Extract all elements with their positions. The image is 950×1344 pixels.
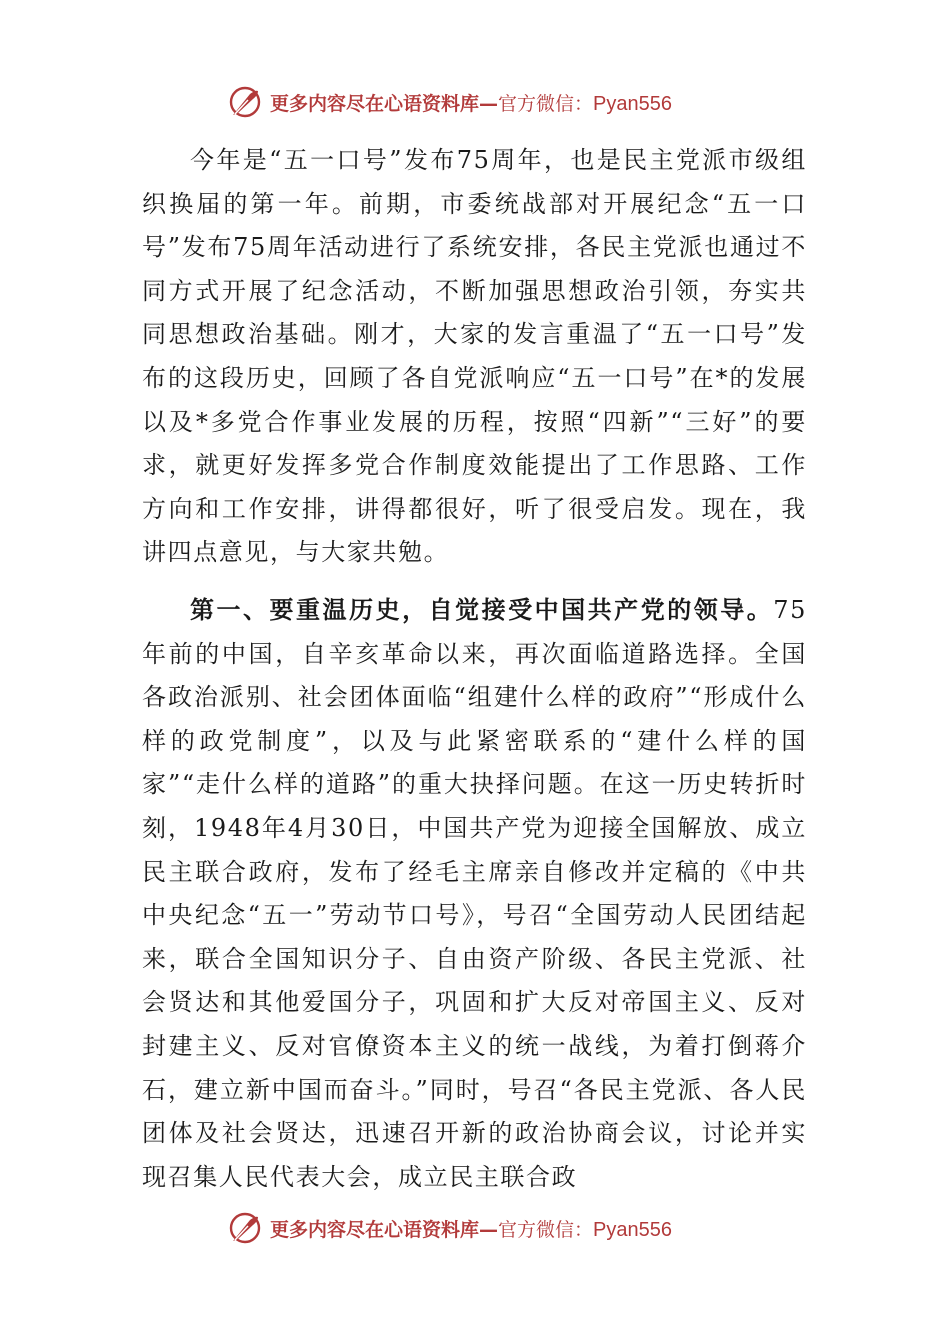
header-banner	[228, 82, 672, 122]
quill-logo-icon	[228, 85, 262, 119]
banner-dash: —	[479, 92, 499, 115]
paragraph-2-text	[142, 588, 807, 1199]
paragraph-1	[142, 139, 807, 575]
banner-dash: —	[479, 1218, 499, 1241]
banner-brand: 更多内容尽在心语资料库	[270, 1218, 480, 1241]
quill-logo-icon	[228, 1211, 262, 1245]
banner-label: 官方微信：	[498, 1218, 594, 1241]
section-heading-1: 第一、要重温历史，自觉接受中国共产党的领导。	[190, 595, 774, 624]
footer-banner	[228, 1208, 672, 1248]
paragraph-2-body: 75年前的中国，自辛亥革命以来，再次面临道路选择。全国各政治派别、社会团体面临“组建什么样的政府”“形成什么样的政党制度”，以及与此紧密联系的“建什么样的国家”“走什么样的道路”的重大抉择问题。在这一历史转折时刻，1948年4月30日，中国共产党为迎接全国解放、成立民主联合政府，发布了经毛主席亲自修改并定稿的《中共中央纪念“五一”劳动节口号》，号召“全国劳动人民团结起来，联合全国知识分子、自由资产阶级、各民主党派、社会贤达和其他爱国分子，巩固和扩大反对帝国主义、反对封建主义、反对官僚资本主义的统一战线，为着打倒蒋介石，建立新中国而奋斗。”同时，号召“各民主党派、各人民团体及社会贤达，迅速召开新的政治协商会议，讨论并实现召集人民代表大会，成立民主联合政	[142, 596, 807, 1191]
paragraph-1-text: 今年是“五一口号”发布75周年，也是民主党派市级组织换届的第一年。前期，市委统战部对开展纪念“五一口号”发布75周年活动进行了系统安排，各民主党派也通过不同方式开展了纪念活动，不断加强思想政治引领，夯实共同思想政治基础。刚才，大家的发言重温了“五一口号”发布的这段历史，回顾了各自党派响应“五一口号”在*的发展以及*多党合作事业发展的历程，按照“四新”“三好”的要求，就更好发挥多党合作制度效能提出了工作思路、工作方向和工作安排，讲得都很好，听了很受启发。现在，我讲四点意见，与大家共勉。	[142, 146, 807, 567]
banner-handle: Pyan556	[593, 92, 672, 115]
banner-label: 官方微信：	[498, 92, 594, 115]
paragraph-2	[142, 588, 807, 1199]
banner-brand: 更多内容尽在心语资料库	[270, 92, 480, 115]
banner-handle: Pyan556	[593, 1218, 672, 1241]
